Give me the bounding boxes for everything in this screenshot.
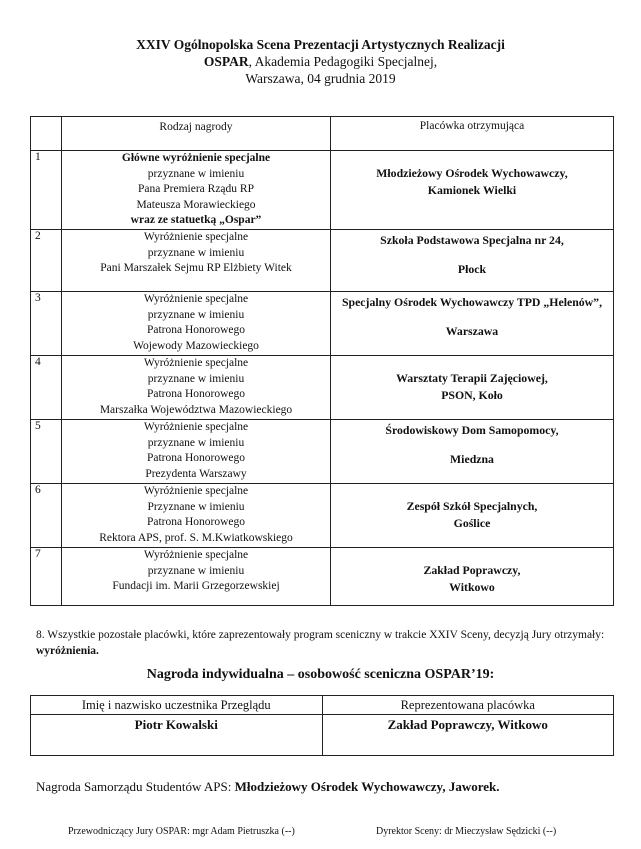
award-line: przyznane w imieniu xyxy=(147,167,245,180)
header-participant-name: Imię i nazwisko uczestnika Przeglądu xyxy=(31,696,323,715)
award-description xyxy=(62,229,331,291)
individual-table-header xyxy=(31,696,614,715)
row-number: 3 xyxy=(31,291,62,355)
recipient-location: Miedzna xyxy=(450,451,494,466)
student-award-label: Nagroda Samorządu Studentów APS: xyxy=(36,779,235,794)
recipient-cell xyxy=(331,547,614,605)
recipient-cell xyxy=(331,229,614,291)
recipient-location: Kamionek Wielki xyxy=(427,183,517,197)
recipient-location: PSON, Koło xyxy=(441,387,503,402)
jury-chair-signature: Przewodniczący Jury OSPAR: mgr Adam Pietruszka (--) xyxy=(68,826,295,837)
organizer-line xyxy=(0,53,641,70)
document-header xyxy=(0,36,641,87)
award-line: przyznane w imieniu xyxy=(147,564,245,577)
other-institutions-note xyxy=(36,627,616,659)
award-line: Wyróżnienie specjalne xyxy=(143,292,249,305)
award-line: Patrona Honorowego xyxy=(146,324,246,337)
recipient-name: Zakład Poprawczy, xyxy=(423,562,521,577)
table-row xyxy=(31,715,614,756)
table-row xyxy=(31,355,614,419)
recipient-location: Płock xyxy=(457,261,487,276)
ospar-name: OSPAR xyxy=(203,54,249,69)
row-number: 5 xyxy=(31,419,62,483)
table-row xyxy=(31,229,614,291)
award-description xyxy=(62,419,331,483)
recipient-location: Goślice xyxy=(453,515,491,530)
award-line: Wojewody Mazowieckiego xyxy=(133,339,259,352)
stage-director-signature: Dyrektor Sceny: dr Mieczysław Sędzicki (--) xyxy=(376,826,557,837)
award-line: Mateusza Morawieckiego xyxy=(136,198,256,211)
recipient-name: Szkoła Podstawowa Specjalna nr 24, xyxy=(380,232,564,247)
award-line: przyznane w imieniu xyxy=(147,246,245,259)
award-line: Przyznane w imieniu xyxy=(147,500,245,513)
row-number: 4 xyxy=(31,355,62,419)
header-num-cell xyxy=(31,117,62,151)
row-number: 2 xyxy=(31,229,62,291)
header-represented-institution: Reprezentowana placówka xyxy=(322,696,614,715)
award-description xyxy=(62,355,331,419)
award-description xyxy=(62,291,331,355)
award-line: wraz ze statuetką „Ospar” xyxy=(130,214,262,227)
student-award-winner: Młodzieżowy Ośrodek Wychowawczy, Jaworek. xyxy=(234,779,500,794)
table-row xyxy=(31,483,614,547)
award-line: Marszałka Województwa Mazowieckiego xyxy=(99,403,293,416)
organizer-name: , Akademia Pedagogiki Specjalnej, xyxy=(248,54,438,69)
recipient-cell xyxy=(331,483,614,547)
award-line: Rektora APS, prof. S. M.Kwiatkowskiego xyxy=(99,531,293,544)
awards-table xyxy=(30,116,614,606)
recipient-name: Młodzieżowy Ośrodek Wychowawczy, xyxy=(376,166,568,180)
table-row xyxy=(31,291,614,355)
award-line: przyznane w imieniu xyxy=(147,308,245,321)
participant-name: Piotr Kowalski xyxy=(31,715,323,756)
recipient-cell xyxy=(331,355,614,419)
represented-institution: Zakład Poprawczy, Witkowo xyxy=(322,715,614,756)
event-title: XXIV Ogólnopolska Scena Prezentacji Artystycznych Realizacji xyxy=(136,37,505,52)
row-number: 6 xyxy=(31,483,62,547)
table-row xyxy=(31,419,614,483)
recipient-cell xyxy=(331,291,614,355)
recipient-location: Witkowo xyxy=(449,579,495,594)
recipient-cell xyxy=(331,151,614,230)
individual-award-title: Nagroda indywidualna – osobowość sceniczna OSPAR’19: xyxy=(146,667,495,682)
award-line: Pani Marszałek Sejmu RP Elżbiety Witek xyxy=(100,262,292,275)
header-recipient: Placówka otrzymująca xyxy=(331,117,614,151)
awards-table-header xyxy=(31,117,614,151)
header-award-type: Rodzaj nagrody xyxy=(62,117,331,151)
recipient-name: Warsztaty Terapii Zajęciowej, xyxy=(396,370,548,385)
event-date: Warszawa, 04 grudnia 2019 xyxy=(245,71,396,86)
award-line: Patrona Honorowego xyxy=(146,516,246,529)
recipient-name: Środowiskowy Dom Samopomocy, xyxy=(385,422,559,437)
award-line: Prezydenta Warszawy xyxy=(145,467,247,480)
award-description xyxy=(62,151,331,230)
award-description xyxy=(62,547,331,605)
note-award: wyróżnienia. xyxy=(36,645,99,657)
award-line: przyznane w imieniu xyxy=(147,372,245,385)
table-row xyxy=(31,547,614,605)
recipient-name: Zespół Szkół Specjalnych, xyxy=(406,498,538,513)
award-line: Patrona Honorowego xyxy=(146,452,246,465)
award-line: Wyróżnienie specjalne xyxy=(143,356,249,369)
note-text: 8. Wszystkie pozostałe placówki, które zaprezentowały program sceniczny w trakcie XXIV Sceny, decyzją Jury otrzymały: xyxy=(36,629,605,641)
recipient-name: Specjalny Ośrodek Wychowawczy TPD „Helenów”, xyxy=(341,294,603,309)
award-line: Patrona Honorowego xyxy=(146,388,246,401)
individual-award-table xyxy=(30,695,614,756)
award-line: Wyróżnienie specjalne xyxy=(143,420,249,433)
award-line: Wyróżnienie specjalne xyxy=(143,484,249,497)
award-line: Wyróżnienie specjalne xyxy=(143,230,249,243)
table-row xyxy=(31,151,614,230)
recipient-cell xyxy=(331,419,614,483)
award-description xyxy=(62,483,331,547)
award-line: Fundacji im. Marii Grzegorzewskiej xyxy=(112,580,280,593)
row-number: 7 xyxy=(31,547,62,605)
student-award xyxy=(36,779,500,795)
recipient-location: Warszawa xyxy=(445,323,499,338)
award-line: Główne wyróżnienie specjalne xyxy=(121,152,271,164)
award-line: Pana Premiera Rządu RP xyxy=(138,183,254,196)
row-number: 1 xyxy=(31,151,62,230)
award-line: przyznane w imieniu xyxy=(147,436,245,449)
award-line: Wyróżnienie specjalne xyxy=(143,548,249,561)
